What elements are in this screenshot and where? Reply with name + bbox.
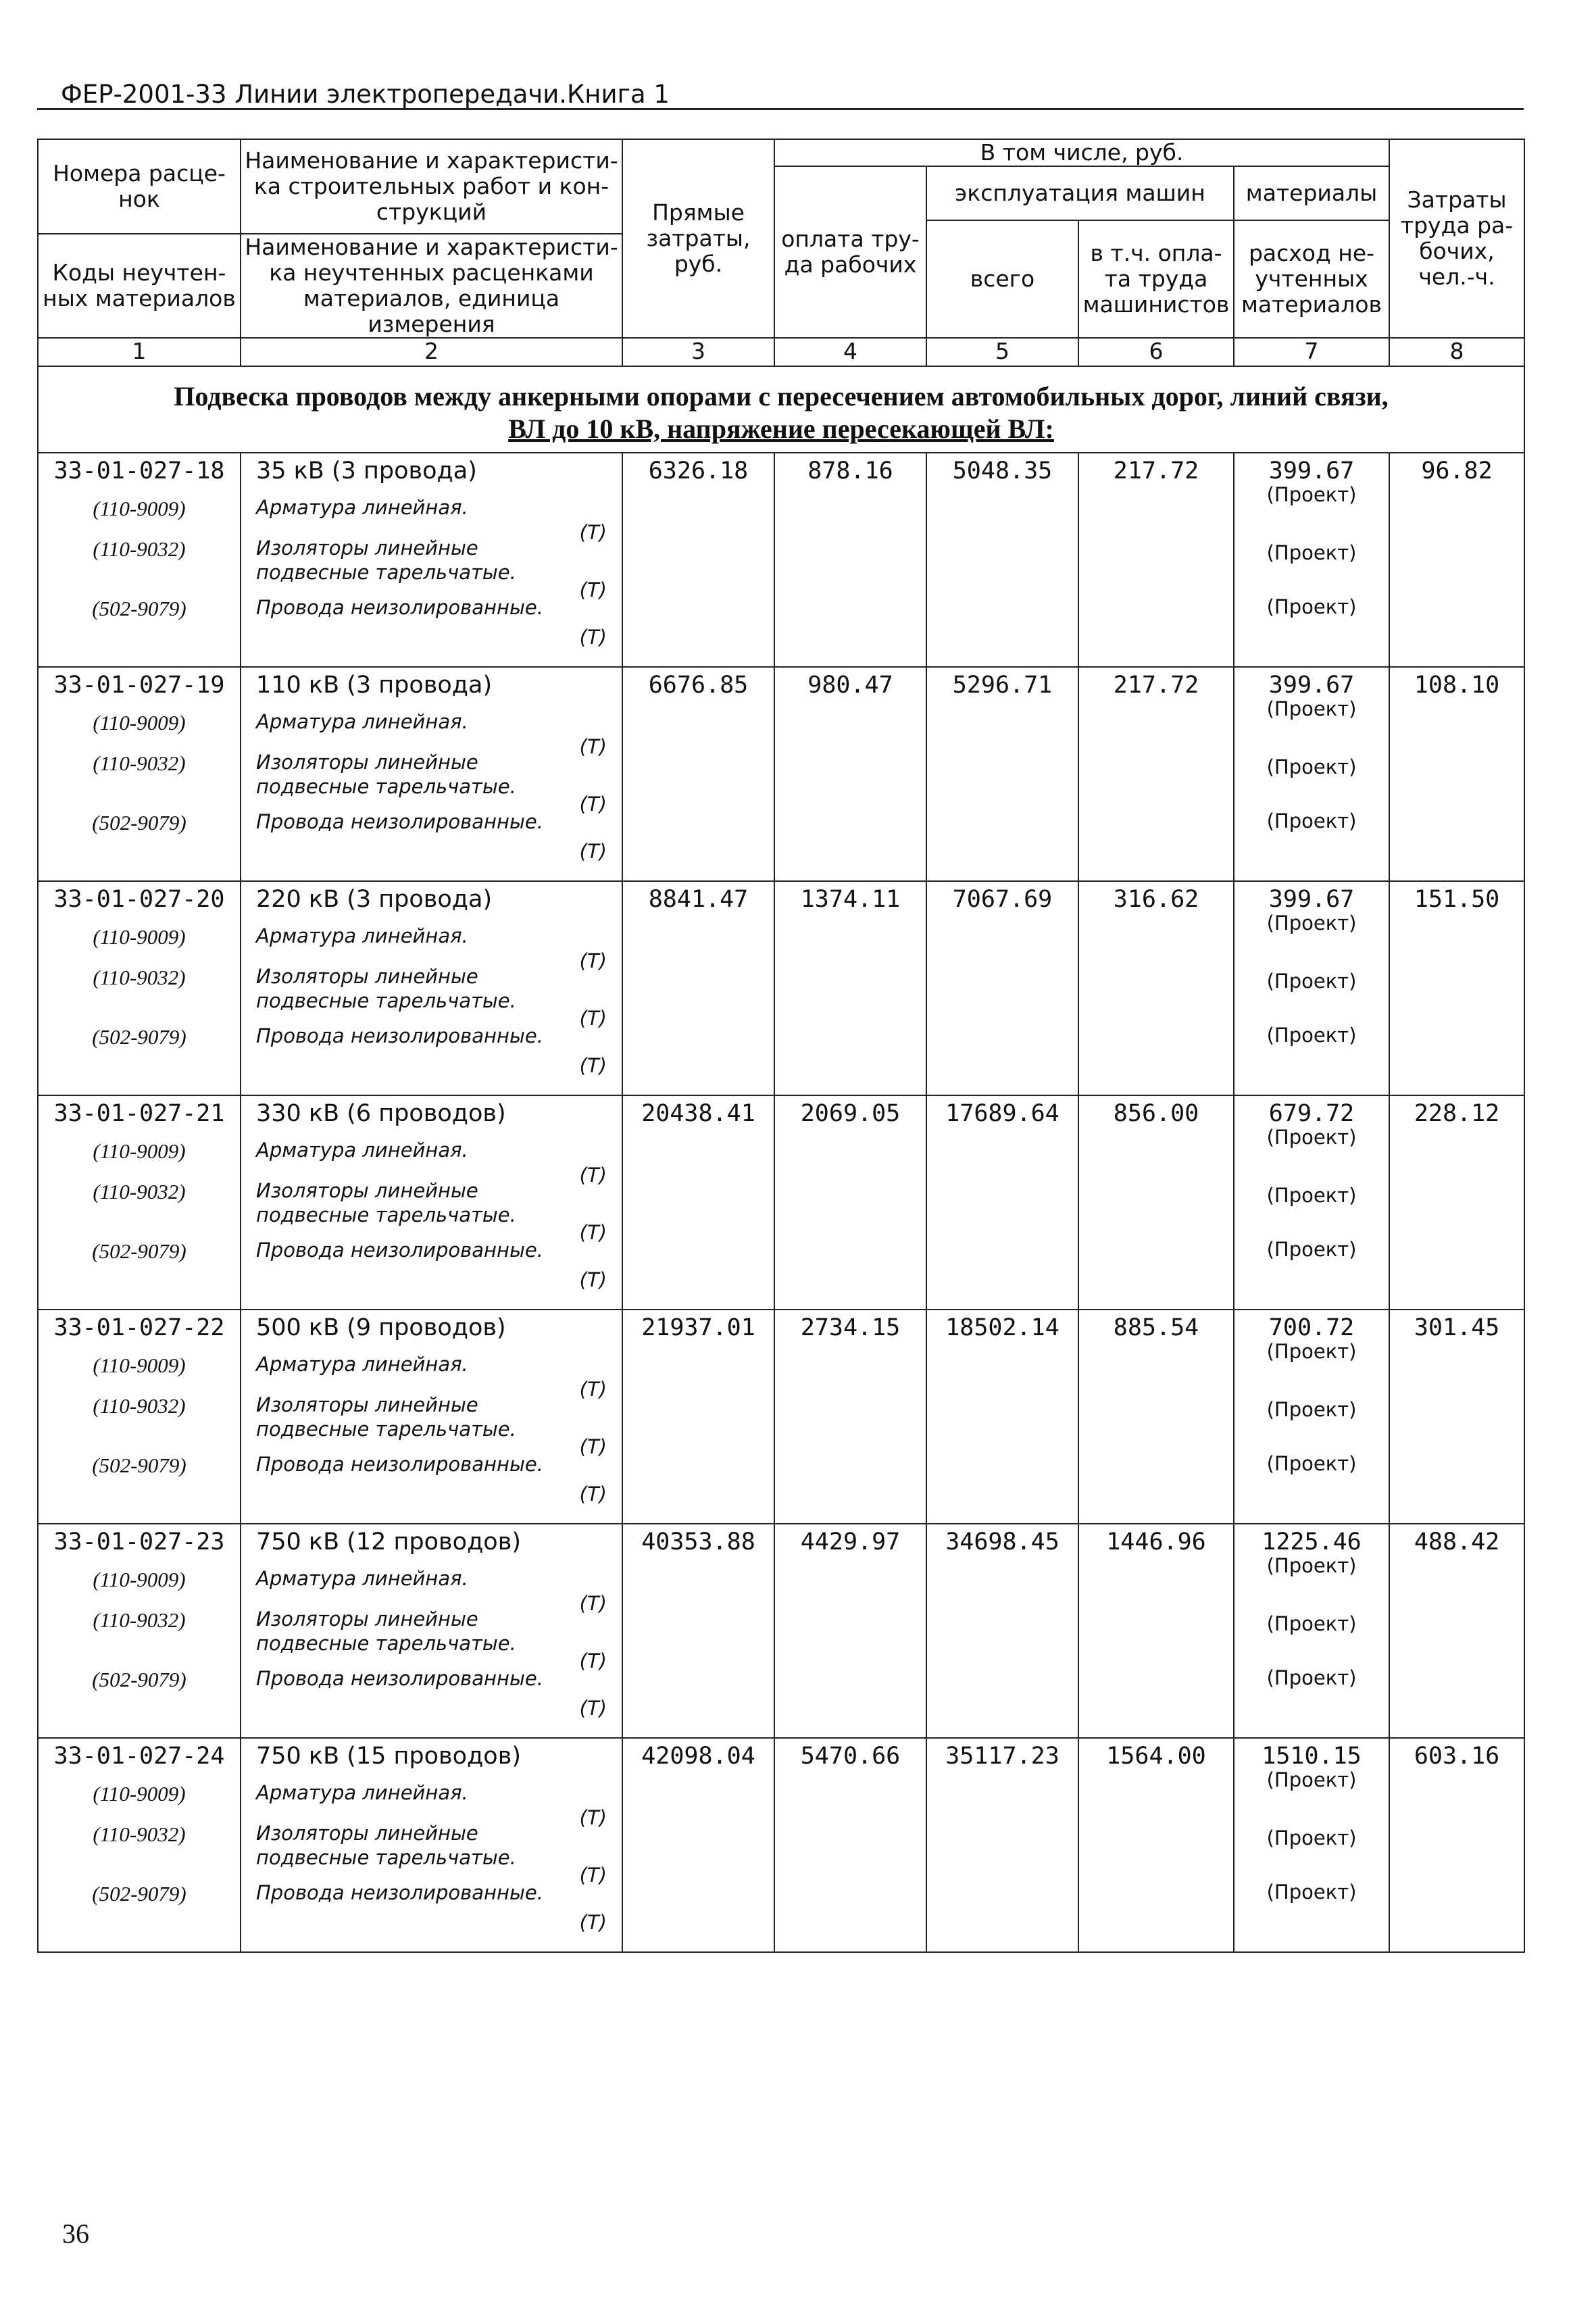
material-unit: (Т) (579, 949, 607, 972)
rate-code: 33-01-027-21 (53, 1100, 225, 1127)
machines-operators-cell (1078, 1738, 1234, 1952)
machines-total-value: 35117.23 (945, 1743, 1059, 1770)
direct-costs-cell (622, 453, 774, 667)
rate-code: 33-01-027-22 (53, 1314, 225, 1341)
material-name: Изоляторы линейные подвесные тарельчатые. (256, 965, 516, 1012)
material-name: Изоляторы линейные подвесные тарельчатые. (256, 751, 516, 798)
labor-costs-value: 603.16 (1414, 1743, 1500, 1770)
material-name: Провода неизолированные. (256, 1667, 543, 1690)
materials-value: 700.72 (1268, 1314, 1355, 1341)
materials-cell (1234, 667, 1389, 881)
material-unit: (Т) (579, 1268, 607, 1291)
machines-operators-value: 1564.00 (1106, 1743, 1206, 1770)
labor-costs-value: 151.50 (1414, 886, 1500, 913)
direct-costs-value: 21937.01 (641, 1314, 755, 1341)
material-name: Арматура линейная. (256, 1567, 468, 1590)
labor-pay-cell (774, 1095, 926, 1310)
material-name: Провода неизолированные. (256, 1881, 543, 1904)
material-code: (110-9032) (93, 1394, 186, 1418)
labor-pay-cell (774, 1524, 926, 1738)
header-including: В том числе, руб. (774, 139, 1389, 166)
header-materials-unaccounted: расход не-учтенных материалов (1234, 220, 1389, 338)
material-code: (502-9079) (92, 1668, 186, 1691)
labor-costs-cell (1389, 1310, 1524, 1524)
header-material-names: Наименование и характеристи-ка неучтенных расценками материалов, единица измерения (241, 234, 622, 338)
rate-code-cell (38, 1524, 241, 1738)
col-number: 5 (926, 338, 1078, 366)
machines-operators-cell (1078, 1095, 1234, 1310)
material-code: (502-9079) (92, 1882, 186, 1906)
machines-total-cell (926, 1310, 1078, 1524)
machines-total-cell (926, 1095, 1078, 1310)
direct-costs-cell (622, 1524, 774, 1738)
machines-operators-cell (1078, 667, 1234, 881)
material-name: Провода неизолированные. (256, 810, 543, 833)
work-name: 750 кВ (12 проводов) (256, 1528, 521, 1555)
table-row (38, 453, 1524, 667)
machines-operators-cell (1078, 1310, 1234, 1524)
rate-code: 33-01-027-20 (53, 886, 225, 913)
material-unit: (Т) (579, 1697, 607, 1720)
material-code: (110-9032) (93, 1822, 186, 1846)
direct-costs-value: 6326.18 (648, 457, 749, 484)
material-name: Арматура линейная. (256, 1353, 468, 1376)
labor-pay-value: 5470.66 (800, 1743, 901, 1770)
labor-costs-cell (1389, 667, 1524, 881)
labor-pay-cell (774, 1738, 926, 1952)
material-unit: (Т) (579, 1007, 607, 1030)
material-unit: (Т) (579, 1221, 607, 1244)
labor-pay-value: 980.47 (807, 672, 893, 699)
labor-pay-value: 4429.97 (800, 1528, 901, 1555)
work-name: 330 кВ (6 проводов) (256, 1100, 506, 1127)
material-project-mark: (Проект) (1266, 810, 1357, 832)
labor-costs-cell (1389, 453, 1524, 667)
table-row (38, 1095, 1524, 1310)
materials-cell (1234, 453, 1389, 667)
material-project-mark: (Проект) (1266, 912, 1357, 935)
table-row (38, 1310, 1524, 1524)
material-unit: (Т) (579, 735, 607, 758)
labor-costs-cell (1389, 1524, 1524, 1738)
material-project-mark: (Проект) (1266, 541, 1357, 564)
materials-value: 1510.15 (1262, 1743, 1362, 1770)
document-header: ФЕР-2001-33 Линии электропередачи.Книга 1 (61, 80, 670, 109)
table-row (38, 881, 1524, 1095)
materials-value: 399.67 (1268, 672, 1355, 699)
material-code: (110-9032) (93, 1608, 186, 1632)
work-description-cell (241, 453, 622, 667)
col-number: 2 (241, 338, 622, 366)
material-name: Арматура линейная. (256, 710, 468, 733)
direct-costs-value: 42098.04 (641, 1743, 755, 1770)
direct-costs-cell (622, 881, 774, 1095)
material-project-mark: (Проект) (1266, 1554, 1357, 1577)
machines-operators-value: 217.72 (1113, 457, 1199, 484)
material-unit: (Т) (579, 840, 607, 863)
labor-pay-cell (774, 667, 926, 881)
material-name: Арматура линейная. (256, 1139, 468, 1162)
material-name: Провода неизолированные. (256, 1239, 543, 1262)
material-name: Провода неизолированные. (256, 1024, 543, 1047)
material-project-mark: (Проект) (1266, 1184, 1357, 1207)
labor-pay-value: 2069.05 (800, 1100, 901, 1127)
material-project-mark: (Проект) (1266, 1881, 1357, 1903)
labor-costs-value: 96.82 (1421, 457, 1493, 484)
page-number: 36 (62, 2218, 89, 2249)
material-name: Изоляторы линейные подвесные тарельчатые. (256, 1822, 516, 1869)
work-description-cell (241, 1095, 622, 1310)
material-unit: (Т) (579, 578, 607, 601)
rate-rows (38, 453, 1524, 1952)
material-name: Арматура линейная. (256, 924, 468, 947)
material-code: (110-9032) (93, 537, 186, 561)
material-name: Провода неизолированные. (256, 596, 543, 619)
materials-value: 399.67 (1268, 886, 1355, 913)
table-row (38, 667, 1524, 881)
direct-costs-value: 8841.47 (648, 886, 749, 913)
material-unit: (Т) (579, 1649, 607, 1672)
rate-code-cell (38, 667, 241, 881)
rate-code-cell (38, 1310, 241, 1524)
material-code: (110-9009) (93, 497, 186, 520)
section-title-line-1: Подвеска проводов между анкерными опорами с пересечением автомобильных дорог, линий связи, (174, 381, 1389, 412)
material-code: (110-9032) (93, 1180, 186, 1203)
machines-operators-value: 217.72 (1113, 672, 1199, 699)
material-code: (502-9079) (92, 1239, 186, 1263)
material-project-mark: (Проект) (1266, 483, 1357, 506)
material-project-mark: (Проект) (1266, 1666, 1357, 1689)
header-machines-operators: в т.ч. опла-та труда машинистов (1078, 220, 1234, 338)
material-project-mark: (Проект) (1266, 1024, 1357, 1047)
materials-cell (1234, 1738, 1389, 1952)
work-description-cell (241, 667, 622, 881)
rate-code-cell (38, 881, 241, 1095)
header-labor-costs: Затраты труда ра-бочих, чел.-ч. (1389, 139, 1524, 338)
material-project-mark: (Проект) (1266, 1612, 1357, 1635)
materials-cell (1234, 1524, 1389, 1738)
direct-costs-value: 40353.88 (641, 1528, 755, 1555)
material-project-mark: (Проект) (1266, 1398, 1357, 1421)
direct-costs-cell (622, 1310, 774, 1524)
material-project-mark: (Проект) (1266, 697, 1357, 720)
material-name: Изоляторы линейные подвесные тарельчатые. (256, 1179, 516, 1226)
material-code: (502-9079) (92, 811, 186, 835)
material-code: (502-9079) (92, 1453, 186, 1477)
work-name: 35 кВ (3 провода) (256, 457, 477, 484)
material-unit: (Т) (579, 521, 607, 544)
material-unit: (Т) (579, 626, 607, 649)
machines-operators-value: 856.00 (1113, 1100, 1199, 1127)
work-description-cell (241, 881, 622, 1095)
material-unit: (Т) (579, 1435, 607, 1458)
material-code: (110-9009) (93, 1353, 186, 1377)
direct-costs-value: 6676.85 (648, 672, 749, 699)
labor-costs-value: 488.42 (1414, 1528, 1500, 1555)
material-code: (110-9009) (93, 1568, 186, 1591)
labor-pay-cell (774, 881, 926, 1095)
rate-code-cell (38, 1738, 241, 1952)
labor-pay-value: 2734.15 (800, 1314, 901, 1341)
machines-total-value: 17689.64 (945, 1100, 1059, 1127)
labor-pay-cell (774, 1310, 926, 1524)
material-code: (502-9079) (92, 597, 186, 620)
material-name: Арматура линейная. (256, 1781, 468, 1804)
material-project-mark: (Проект) (1266, 1452, 1357, 1475)
header-materials: материалы (1234, 166, 1389, 220)
rate-code: 33-01-027-24 (53, 1743, 225, 1770)
material-code: (110-9009) (93, 1139, 186, 1163)
material-name: Арматура линейная. (256, 496, 468, 519)
material-name: Изоляторы линейные подвесные тарельчатые. (256, 1608, 516, 1655)
material-name: Изоляторы линейные подвесные тарельчатые. (256, 1393, 516, 1441)
material-project-mark: (Проект) (1266, 1126, 1357, 1149)
materials-value: 1225.46 (1262, 1528, 1362, 1555)
material-unit: (Т) (579, 1164, 607, 1187)
material-project-mark: (Проект) (1266, 595, 1357, 618)
labor-costs-value: 301.45 (1414, 1314, 1500, 1341)
machines-operators-cell (1078, 881, 1234, 1095)
work-name: 500 кВ (9 проводов) (256, 1314, 506, 1341)
col-number: 8 (1389, 338, 1524, 366)
material-project-mark: (Проект) (1266, 755, 1357, 778)
machines-operators-cell (1078, 1524, 1234, 1738)
machines-total-cell (926, 881, 1078, 1095)
rate-code: 33-01-027-23 (53, 1528, 225, 1555)
material-project-mark: (Проект) (1266, 1768, 1357, 1791)
machines-total-value: 5048.35 (952, 457, 1053, 484)
table-row (38, 1738, 1524, 1952)
machines-total-cell (926, 453, 1078, 667)
labor-pay-value: 1374.11 (800, 886, 901, 913)
work-name: 750 кВ (15 проводов) (256, 1743, 521, 1770)
rate-code: 33-01-027-18 (53, 457, 225, 484)
material-code: (110-9009) (93, 711, 186, 735)
materials-cell (1234, 881, 1389, 1095)
labor-costs-value: 228.12 (1414, 1100, 1500, 1127)
machines-total-cell (926, 1738, 1078, 1952)
machines-total-cell (926, 1524, 1078, 1738)
material-code: (110-9032) (93, 751, 186, 775)
machines-total-value: 7067.69 (952, 886, 1053, 913)
col-number: 4 (774, 338, 926, 366)
material-unit: (Т) (579, 1378, 607, 1401)
header-material-codes: Коды неучтен-ных материалов (38, 234, 241, 338)
material-project-mark: (Проект) (1266, 970, 1357, 993)
work-description-cell (241, 1310, 622, 1524)
direct-costs-cell (622, 1738, 774, 1952)
col-number: 6 (1078, 338, 1234, 366)
labor-costs-value: 108.10 (1414, 672, 1500, 699)
price-table (37, 139, 1525, 1953)
direct-costs-cell (622, 667, 774, 881)
work-description-cell (241, 1738, 622, 1952)
header-rule (37, 108, 1524, 110)
material-code: (502-9079) (92, 1025, 186, 1049)
material-unit: (Т) (579, 1483, 607, 1505)
col-number: 7 (1234, 338, 1389, 366)
work-name: 220 кВ (3 провода) (256, 886, 493, 913)
machines-operators-value: 316.62 (1113, 886, 1199, 913)
materials-cell (1234, 1095, 1389, 1310)
machines-operators-value: 1446.96 (1106, 1528, 1206, 1555)
materials-value: 399.67 (1268, 457, 1355, 484)
labor-costs-cell (1389, 1738, 1524, 1952)
rate-code-cell (38, 1095, 241, 1310)
work-name: 110 кВ (3 провода) (256, 672, 493, 699)
labor-pay-cell (774, 453, 926, 667)
material-name: Провода неизолированные. (256, 1453, 543, 1476)
rate-code: 33-01-027-19 (53, 672, 225, 699)
work-description-cell (241, 1524, 622, 1738)
machines-total-cell (926, 667, 1078, 881)
material-project-mark: (Проект) (1266, 1826, 1357, 1849)
header-labor-pay: оплата тру-да рабочих (774, 166, 926, 338)
material-unit: (Т) (579, 1592, 607, 1615)
price-table-container (37, 139, 1524, 1970)
material-unit: (Т) (579, 1864, 607, 1887)
material-project-mark: (Проект) (1266, 1340, 1357, 1363)
material-project-mark: (Проект) (1266, 1238, 1357, 1261)
table-row (38, 1524, 1524, 1738)
labor-pay-value: 878.16 (807, 457, 893, 484)
material-code: (110-9032) (93, 966, 186, 989)
materials-cell (1234, 1310, 1389, 1524)
rate-code-cell (38, 453, 241, 667)
labor-costs-cell (1389, 881, 1524, 1095)
material-unit: (Т) (579, 1054, 607, 1077)
machines-total-value: 5296.71 (952, 672, 1053, 699)
labor-costs-cell (1389, 1095, 1524, 1310)
header-rate-numbers: Номера расце-нок (38, 139, 241, 234)
material-unit: (Т) (579, 1911, 607, 1934)
header-machines-total: всего (926, 220, 1078, 338)
machines-operators-cell (1078, 453, 1234, 667)
header-machines: эксплуатация машин (926, 166, 1234, 220)
material-name: Изоляторы линейные подвесные тарельчатые. (256, 537, 516, 584)
section-title (38, 366, 1524, 453)
machines-total-value: 18502.14 (945, 1314, 1059, 1341)
material-code: (110-9009) (93, 925, 186, 949)
header-work-name: Наименование и характеристи-ка строительных работ и кон-струкций (241, 139, 622, 234)
machines-total-value: 34698.45 (945, 1528, 1059, 1555)
material-unit: (Т) (579, 793, 607, 816)
materials-value: 679.72 (1268, 1100, 1355, 1127)
col-number: 1 (38, 338, 241, 366)
direct-costs-cell (622, 1095, 774, 1310)
header-direct-costs: Прямые затраты, руб. (622, 139, 774, 338)
machines-operators-value: 885.54 (1113, 1314, 1199, 1341)
section-title-line-2: ВЛ до 10 кВ, напряжение пересекающей ВЛ: (508, 414, 1054, 444)
col-number: 3 (622, 338, 774, 366)
material-code: (110-9009) (93, 1782, 186, 1806)
direct-costs-value: 20438.41 (641, 1100, 755, 1127)
material-unit: (Т) (579, 1806, 607, 1829)
